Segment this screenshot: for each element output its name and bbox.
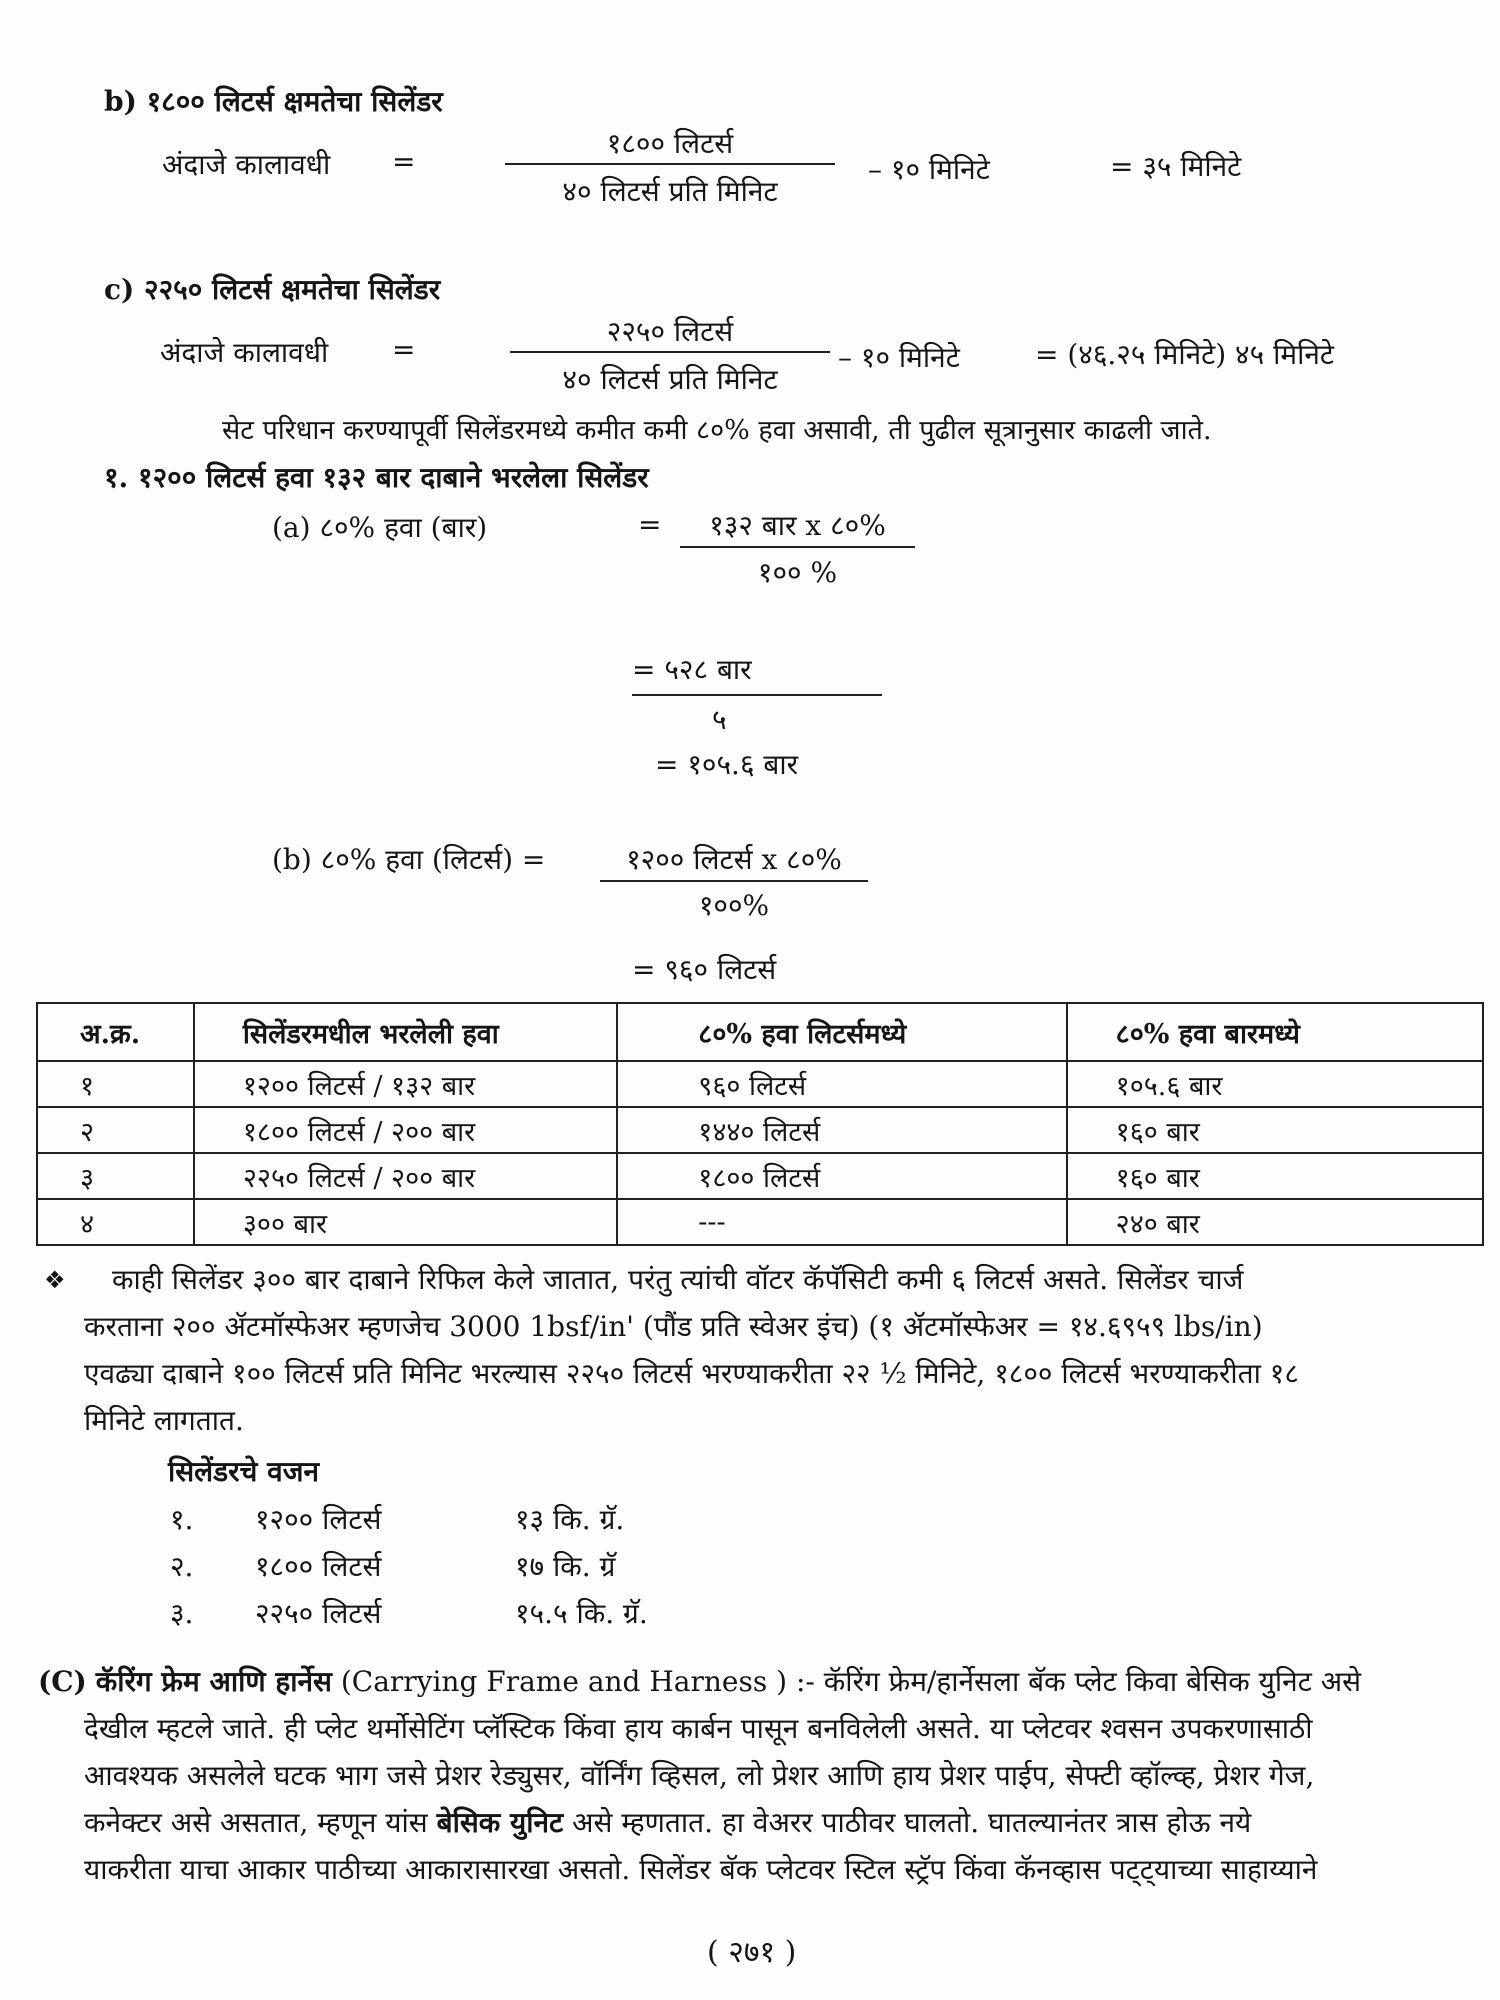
section-C-line-1-rest: :- कॅरिंग फ्रेम/हार्नेसला बॅक प्लेट किवा बेसिक युनिट असे <box>795 1665 1362 1698</box>
calc1-a-denominator: १०० % <box>757 556 838 589</box>
table-cell: १ <box>37 1061 194 1107</box>
section-c-eq: = <box>392 333 416 366</box>
weight-num: १. <box>170 1503 194 1536</box>
section-c-minus: – १० मिनिटे <box>838 341 960 374</box>
section-b-heading <box>104 82 443 120</box>
table-row <box>37 1199 1483 1245</box>
section-c-heading <box>104 270 440 308</box>
air-capacity-table <box>36 1002 1484 1246</box>
table-cell: ३ <box>37 1153 194 1199</box>
weight-capacity: १८०० लिटर्स <box>255 1550 382 1583</box>
section-C-line-5: याकरीता याचा आकार पाठीच्या आकारासारखा असतो. सिलेंडर बॅक प्लेटवर स्टिल स्ट्रॅप किंवा कॅनव्हास पट्ट्याच्या साहाय्याने <box>84 1853 1318 1886</box>
weight-capacity: २२५० लिटर्स <box>255 1597 382 1630</box>
table-cell: २२५० लिटर्स / २०० बार <box>194 1153 617 1199</box>
table-cell: १८०० लिटर्स <box>617 1153 1066 1199</box>
calc1-a-numerator: १३२ बार x ८०% <box>709 509 886 542</box>
note-line-3: एवढ्या दाबाने १०० लिटर्स प्रति मिनिट भरल्यास २२५० लिटर्स भरण्याकरीता २२ ½ मिनिटे, १८०० लिटर्स भरण्याकरीता १८ <box>84 1357 1299 1390</box>
weight-capacity: १२०० लिटर्स <box>255 1503 382 1536</box>
calc1-a-fraction-bar <box>680 546 915 548</box>
calc1-step2-numerator: = ५२८ बार <box>632 653 752 686</box>
section-C-line-4-a: कनेक्टर असे असतात, म्हणून यांस <box>84 1806 428 1839</box>
table-cell: १६० बार <box>1067 1153 1483 1199</box>
table-cell: २४० बार <box>1067 1199 1483 1245</box>
section-c-fraction-bar <box>510 351 830 353</box>
calc1-b-result: = ९६० लिटर्स <box>632 953 777 986</box>
col-header-filled-air: सिलेंडरमधील भरलेली हवा <box>194 1003 617 1061</box>
table-cell: १४४० लिटर्स <box>617 1107 1066 1153</box>
calc1-step2-denominator: ५ <box>712 703 727 736</box>
calc1-a-eq: = <box>638 508 662 541</box>
calc1-a-label: (a) ८०% हवा (बार) <box>272 511 488 544</box>
section-C-line-2: देखील म्हटले जाते. ही प्लेट थर्मोसेटिंग प्लॅस्टिक किंवा हाय कार्बन पासून बनविलेली असते. या प्लेटवर श्वसन उपकरणासाठी <box>84 1712 1313 1745</box>
basic-unit-term: बेसिक युनिट <box>436 1806 564 1839</box>
table-header-row <box>37 1003 1483 1061</box>
table-cell: ४ <box>37 1199 194 1245</box>
weights-heading: सिलेंडरचे वजन <box>168 1455 320 1488</box>
section-c-lhs: अंदाजे कालावधी <box>160 336 329 369</box>
page-number: ( २७१ ) <box>707 1935 797 1970</box>
section-c-numerator: २२५० लिटर्स <box>606 315 734 348</box>
section-b-label: b) <box>104 85 137 118</box>
diamond-bullet-icon: ❖ <box>44 1266 66 1294</box>
section-c-denominator: ४० लिटर्स प्रति मिनिट <box>562 363 778 396</box>
section-c-title: २२५० लिटर्स क्षमतेचा सिलेंडर <box>144 273 441 306</box>
section-C-title: कॅरिंग फ्रेम आणि हार्नेस <box>95 1665 332 1698</box>
section-b-lhs: अंदाजे कालावधी <box>162 148 331 181</box>
section-C-line-4-b: असे म्हणतात. हा वेअरर पाठीवर घालतो. घातल्यानंतर त्रास होऊ नये <box>572 1806 1252 1839</box>
section-C-line-1 <box>38 1658 1361 1705</box>
weight-num: ३. <box>170 1597 194 1630</box>
note-line-1: काही सिलेंडर ३०० बार दाबाने रिफिल केले जातात, परंतु त्यांची वॉटर कॅपॅसिटी कमी ६ लिटर्स असते. सिलेंडर चार्ज <box>112 1263 1244 1296</box>
section-c-label: c) <box>104 273 135 306</box>
table-cell: --- <box>617 1199 1066 1245</box>
section-b-eq: = <box>392 145 416 178</box>
table-row <box>37 1061 1483 1107</box>
section-C-line-4 <box>84 1799 1251 1846</box>
calc1-b-label: (b) ८०% हवा (लिटर्स) = <box>272 843 546 876</box>
section-b-result: = ३५ मिनिटे <box>1110 150 1242 183</box>
section-C-line-3: आवश्यक असलेले घटक भाग जसे प्रेशर रेड्युसर, वॉर्निंग व्हिसल, लो प्रेशर आणि हाय प्रेशर पाईप, सेफ्टी व्हॉल्व्ह, प्रेशर गेज, <box>84 1759 1315 1792</box>
section-b-denominator: ४० लिटर्स प्रति मिनिट <box>562 175 778 208</box>
table-cell: १०५.६ बार <box>1067 1061 1483 1107</box>
weight-num: २. <box>170 1550 194 1583</box>
table-cell: ९६० लिटर्स <box>617 1061 1066 1107</box>
table-row <box>37 1153 1483 1199</box>
table-cell: ३०० बार <box>194 1199 617 1245</box>
table-cell: १२०० लिटर्स / १३२ बार <box>194 1061 617 1107</box>
section-C-label: (C) <box>38 1665 87 1698</box>
calc1-b-numerator: १२०० लिटर्स x ८०% <box>626 843 842 876</box>
section-C-title-en: (Carrying Frame and Harness ) <box>340 1665 788 1698</box>
section-c-result: = (४६.२५ मिनिटे) ४५ मिनिटे <box>1035 338 1334 371</box>
weight-value: १५.५ कि. ग्रॅ. <box>515 1597 648 1630</box>
weight-value: १७ कि. ग्रॅ <box>515 1550 616 1583</box>
col-header-serial: अ.क्र. <box>37 1003 194 1061</box>
table-cell: १६० बार <box>1067 1107 1483 1153</box>
note-line-4: मिनिटे लागतात. <box>84 1404 244 1437</box>
calc1-b-denominator: १००% <box>698 889 770 922</box>
calc1-b-fraction-bar <box>600 880 868 882</box>
col-header-bar: ८०% हवा बारमध्ये <box>1067 1003 1483 1061</box>
section-b-numerator: १८०० लिटर्स <box>606 127 734 160</box>
intro-text: सेट परिधान करण्यापूर्वी सिलेंडरमध्ये कमीत कमी ८०% हवा असावी, ती पुढील सूत्रानुसार काढली जाते. <box>222 415 1212 446</box>
note-line-2: करताना २०० ॲटमॉस्फेअर म्हणजेच 3000 1bsf/in' (पौंड प्रति स्वेअर इंच) (१ ॲटमॉस्फेअर = १४.६९५९ lbs/in) <box>84 1310 1263 1343</box>
table-cell: १८०० लिटर्स / २०० बार <box>194 1107 617 1153</box>
table-cell: २ <box>37 1107 194 1153</box>
weight-value: १३ कि. ग्रॅ. <box>515 1503 625 1536</box>
section-b-fraction-bar <box>505 163 835 165</box>
section-b-minus: – १० मिनिटे <box>868 153 990 186</box>
calc1-step3: = १०५.६ बार <box>655 748 799 781</box>
calc1-step2-fraction-bar <box>632 694 882 696</box>
col-header-litres: ८०% हवा लिटर्समध्ये <box>617 1003 1066 1061</box>
section-b-title: १८०० लिटर्स क्षमतेचा सिलेंडर <box>146 85 443 118</box>
table-row <box>37 1107 1483 1153</box>
calc1-heading: १. १२०० लिटर्स हवा १३२ बार दाबाने भरलेला सिलेंडर <box>104 461 649 494</box>
